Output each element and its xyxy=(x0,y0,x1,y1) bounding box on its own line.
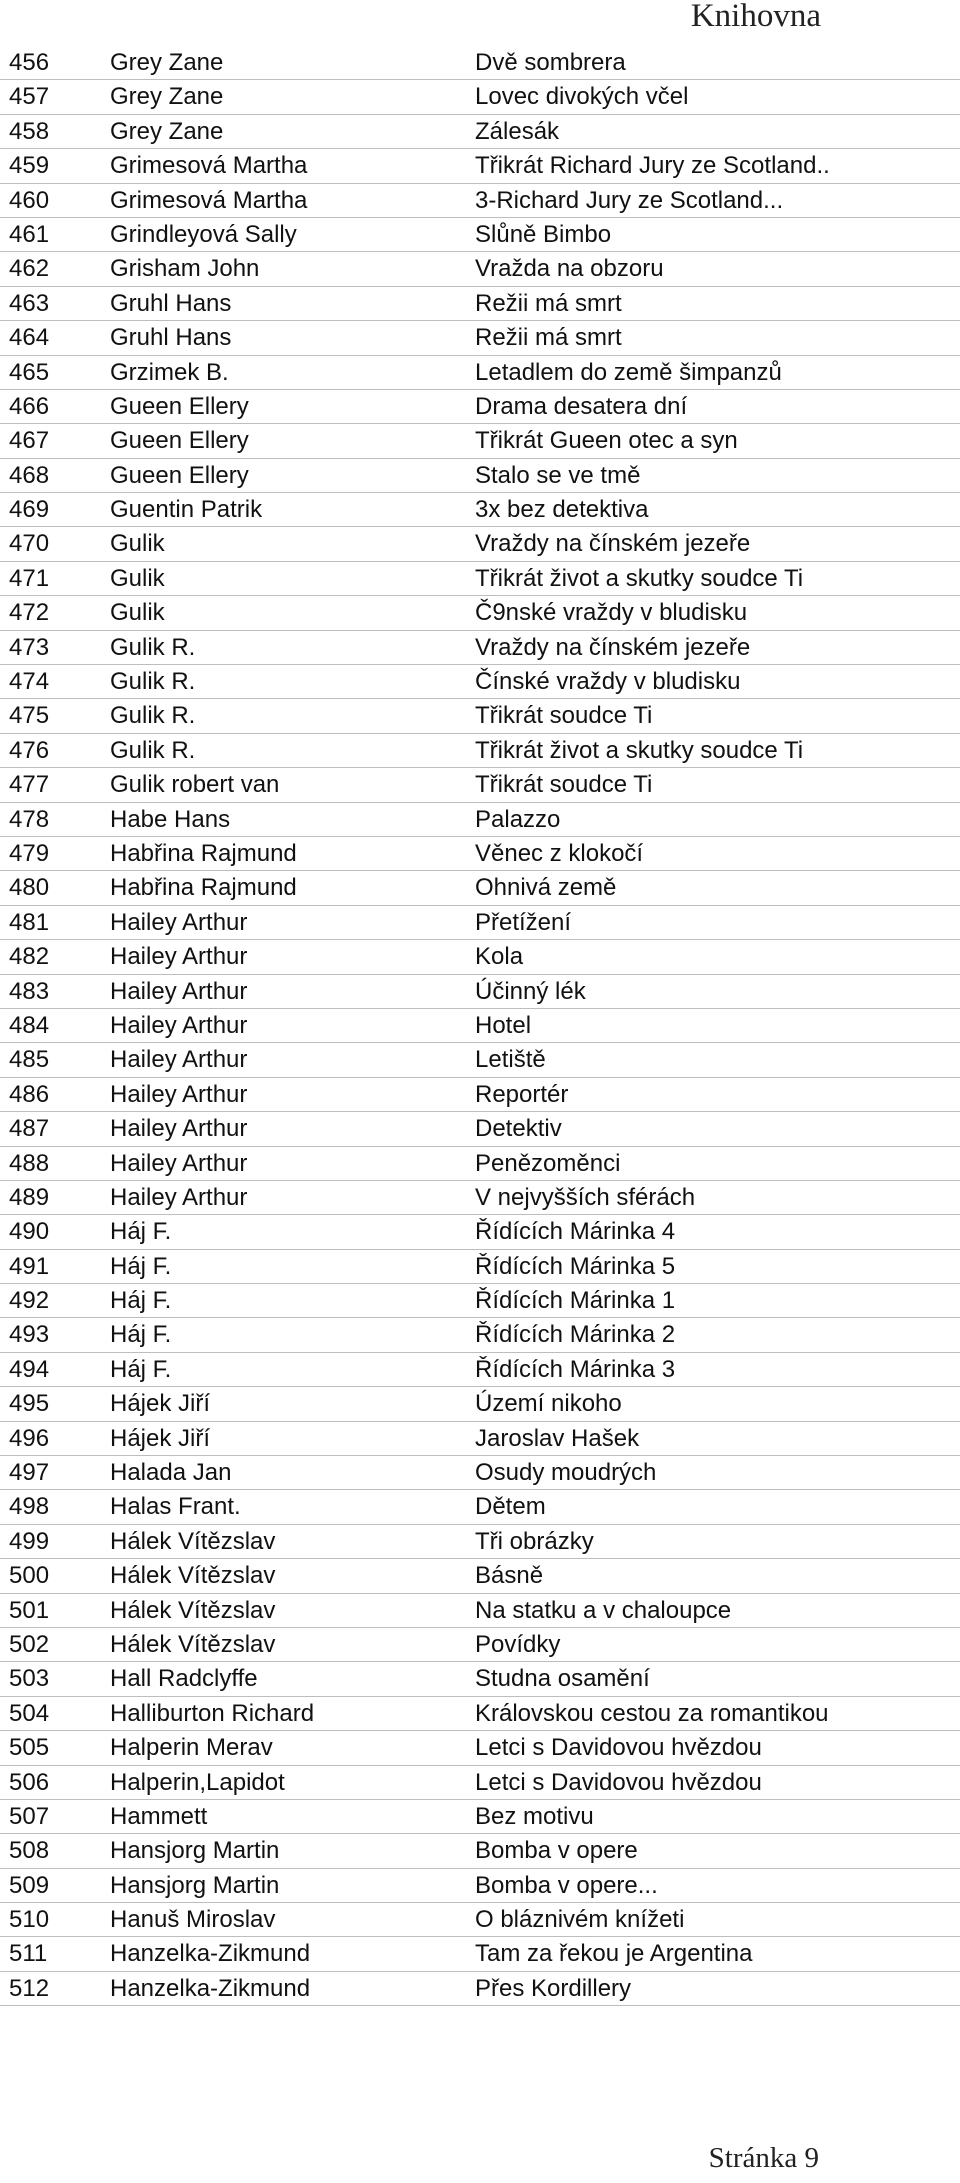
entry-number: 494 xyxy=(9,1355,50,1383)
table-row xyxy=(0,218,960,252)
book-title: Slůně Bimbo xyxy=(475,220,612,248)
table-row xyxy=(0,562,960,596)
table-row xyxy=(0,1387,960,1421)
author-name: Gulik xyxy=(110,530,165,558)
entry-number: 456 xyxy=(9,49,50,76)
book-title: Třikrát život a skutky soudce Ti xyxy=(475,564,804,592)
author-name: Hailey Arthur xyxy=(110,1046,248,1074)
entry-number: 493 xyxy=(9,1321,50,1349)
table-row xyxy=(0,1903,960,1937)
entry-number: 506 xyxy=(9,1768,50,1796)
table-row xyxy=(0,1009,960,1043)
book-title: Dvě sombrera xyxy=(475,49,626,76)
author-name: Habřina Rajmund xyxy=(110,839,297,867)
entry-number: 461 xyxy=(9,220,50,248)
table-row xyxy=(0,596,960,630)
table-row xyxy=(0,1559,960,1593)
book-title: 3-Richard Jury ze Scotland... xyxy=(475,186,784,214)
table-row xyxy=(0,631,960,665)
page-header-title: Knihovna xyxy=(690,0,821,34)
entry-number: 490 xyxy=(9,1218,50,1246)
table-row xyxy=(0,1594,960,1628)
entry-number: 462 xyxy=(9,255,50,283)
table-row xyxy=(0,699,960,733)
entry-number: 467 xyxy=(9,427,50,455)
author-name: Hailey Arthur xyxy=(110,908,248,936)
book-title: Penězoměnci xyxy=(475,1149,621,1177)
author-name: Hailey Arthur xyxy=(110,1080,248,1108)
author-name: Gulik R. xyxy=(110,633,196,661)
author-name: Hanzelka-Zikmund xyxy=(110,1974,311,2002)
book-title: Tři obrázky xyxy=(475,1527,594,1555)
table-row xyxy=(0,1525,960,1559)
book-title: Básně xyxy=(475,1562,544,1590)
table-row xyxy=(0,390,960,424)
author-name: Hailey Arthur xyxy=(110,1115,248,1143)
book-title: Řídících Márinka 3 xyxy=(475,1355,676,1383)
entry-number: 495 xyxy=(9,1390,50,1418)
author-name: Grimesová Martha xyxy=(110,186,308,214)
table-row xyxy=(0,837,960,871)
entry-number: 480 xyxy=(9,874,50,902)
entry-number: 463 xyxy=(9,289,50,317)
entry-number: 475 xyxy=(9,702,50,730)
book-title: Účinný lék xyxy=(475,977,586,1005)
author-name: Halperin,Lapidot xyxy=(110,1768,285,1796)
author-name: Hálek Vítězslav xyxy=(110,1562,276,1590)
table-row xyxy=(0,940,960,974)
book-title: Vraždy na čínském jezeře xyxy=(475,633,751,661)
author-name: Hailey Arthur xyxy=(110,977,248,1005)
author-name: Halas Frant. xyxy=(110,1493,241,1521)
book-title: Řídících Márinka 4 xyxy=(475,1218,676,1246)
author-name: Gulik xyxy=(110,599,165,627)
book-title: Ohnivá země xyxy=(475,874,617,902)
book-title: Třikrát soudce Ti xyxy=(475,702,653,730)
table-row xyxy=(0,1490,960,1524)
entry-number: 481 xyxy=(9,908,50,936)
book-title: Jaroslav Hašek xyxy=(475,1424,640,1452)
entry-number: 459 xyxy=(9,152,50,180)
table-row xyxy=(0,1697,960,1731)
entry-number: 503 xyxy=(9,1665,50,1693)
book-title: Č9nské vraždy v bludisku xyxy=(475,599,748,627)
entry-number: 487 xyxy=(9,1115,50,1143)
book-title: Povídky xyxy=(475,1630,561,1658)
table-row xyxy=(0,734,960,768)
table-row xyxy=(0,527,960,561)
book-title: Palazzo xyxy=(475,805,561,833)
author-name: Háj F. xyxy=(110,1252,172,1280)
table-row xyxy=(0,1353,960,1387)
author-name: Habřina Rajmund xyxy=(110,874,297,902)
author-name: Gruhl Hans xyxy=(110,289,232,317)
entry-number: 474 xyxy=(9,668,50,696)
book-title: Hotel xyxy=(475,1011,532,1039)
author-name: Hájek Jiří xyxy=(110,1390,211,1418)
author-name: Hailey Arthur xyxy=(110,1183,248,1211)
entry-number: 496 xyxy=(9,1424,50,1452)
author-name: Hanuš Miroslav xyxy=(110,1906,276,1934)
book-title: Studna osamění xyxy=(475,1665,650,1693)
author-name: Grimesová Martha xyxy=(110,152,308,180)
table-row xyxy=(0,1937,960,1971)
entry-number: 464 xyxy=(9,324,50,352)
entry-number: 492 xyxy=(9,1287,50,1315)
entry-number: 509 xyxy=(9,1871,50,1899)
book-title: Na statku a v chaloupce xyxy=(475,1596,732,1624)
book-title: V nejvyšších sférách xyxy=(475,1183,696,1211)
entry-number: 512 xyxy=(9,1974,50,2002)
table-row xyxy=(0,1972,960,2006)
table-row xyxy=(0,1800,960,1834)
table-row xyxy=(0,184,960,218)
author-name: Halperin Merav xyxy=(110,1734,273,1762)
book-title: Třikrát život a skutky soudce Ti xyxy=(475,736,804,764)
table-row xyxy=(0,1215,960,1249)
author-name: Hailey Arthur xyxy=(110,1149,248,1177)
author-name: Gulik xyxy=(110,564,165,592)
table-row xyxy=(0,665,960,699)
author-name: Hammett xyxy=(110,1802,208,1830)
author-name: Grindleyová Sally xyxy=(110,220,297,248)
table-row xyxy=(0,1147,960,1181)
table-row xyxy=(0,46,960,80)
table-row xyxy=(0,975,960,1009)
author-name: Halliburton Richard xyxy=(110,1699,315,1727)
book-title: Lovec divokých včel xyxy=(475,83,689,111)
entry-number: 491 xyxy=(9,1252,50,1280)
entry-number: 485 xyxy=(9,1046,50,1074)
entry-number: 468 xyxy=(9,461,50,489)
table-row xyxy=(0,252,960,286)
entry-number: 471 xyxy=(9,564,50,592)
entry-number: 498 xyxy=(9,1493,50,1521)
book-title: Osudy moudrých xyxy=(475,1459,657,1487)
author-name: Gueen Ellery xyxy=(110,427,249,455)
book-title: Bomba v opere xyxy=(475,1837,638,1865)
author-name: Grzimek B. xyxy=(110,358,229,386)
author-name: Gueen Ellery xyxy=(110,461,249,489)
entry-number: 511 xyxy=(9,1940,48,1968)
book-title: Území nikoho xyxy=(475,1390,622,1418)
author-name: Hálek Vítězslav xyxy=(110,1527,276,1555)
author-name: Grey Zane xyxy=(110,117,224,145)
entry-number: 497 xyxy=(9,1459,50,1487)
entry-number: 479 xyxy=(9,839,50,867)
book-title: Dětem xyxy=(475,1493,546,1521)
author-name: Hálek Vítězslav xyxy=(110,1596,276,1624)
table-row xyxy=(0,1318,960,1352)
entry-number: 465 xyxy=(9,358,50,386)
book-title: Řídících Márinka 5 xyxy=(475,1252,676,1280)
table-row xyxy=(0,115,960,149)
author-name: Gruhl Hans xyxy=(110,324,232,352)
entry-number: 504 xyxy=(9,1699,50,1727)
table-row xyxy=(0,1422,960,1456)
book-title: Třikrát soudce Ti xyxy=(475,771,653,799)
author-name: Hailey Arthur xyxy=(110,943,248,971)
table-row xyxy=(0,1628,960,1662)
author-name: Háj F. xyxy=(110,1287,172,1315)
entry-number: 510 xyxy=(9,1906,50,1934)
table-row xyxy=(0,321,960,355)
book-title: Letci s Davidovou hvězdou xyxy=(475,1734,762,1762)
book-title: Stalo se ve tmě xyxy=(475,461,641,489)
book-title: Tam za řekou je Argentina xyxy=(475,1940,753,1968)
book-title: Kola xyxy=(475,943,524,971)
book-title: Věnec z klokočí xyxy=(475,839,644,867)
author-name: Gulik R. xyxy=(110,702,196,730)
entry-number: 501 xyxy=(9,1596,50,1624)
book-title: Vraždy na čínském jezeře xyxy=(475,530,751,558)
entry-number: 507 xyxy=(9,1802,50,1830)
entry-number: 476 xyxy=(9,736,50,764)
author-name: Hálek Vítězslav xyxy=(110,1630,276,1658)
book-title: Čínské vraždy v bludisku xyxy=(475,668,741,696)
table-row xyxy=(0,1181,960,1215)
author-name: Hansjorg Martin xyxy=(110,1871,280,1899)
author-name: Hájek Jiří xyxy=(110,1424,211,1452)
entry-number: 472 xyxy=(9,599,50,627)
entry-number: 489 xyxy=(9,1183,50,1211)
book-title: Řídících Márinka 2 xyxy=(475,1321,676,1349)
book-title: O bláznivém knížeti xyxy=(475,1906,685,1934)
entry-number: 488 xyxy=(9,1149,50,1177)
entry-number: 473 xyxy=(9,633,50,661)
entry-number: 469 xyxy=(9,496,50,524)
author-name: Guentin Patrik xyxy=(110,496,263,524)
entry-number: 466 xyxy=(9,392,50,420)
book-title: Režii má smrt xyxy=(475,324,622,352)
book-title: 3x bez detektiva xyxy=(475,496,649,524)
author-name: Habe Hans xyxy=(110,805,231,833)
entry-number: 458 xyxy=(9,117,50,145)
table-row xyxy=(0,493,960,527)
book-title: Vražda na obzoru xyxy=(475,255,664,283)
entry-number: 483 xyxy=(9,977,50,1005)
entry-number: 500 xyxy=(9,1562,50,1590)
book-title: Detektiv xyxy=(475,1115,562,1143)
table-row xyxy=(0,287,960,321)
author-name: Háj F. xyxy=(110,1355,172,1383)
entry-number: 508 xyxy=(9,1837,50,1865)
table-row xyxy=(0,871,960,905)
book-table xyxy=(0,46,960,2006)
book-title: Bomba v opere... xyxy=(475,1871,658,1899)
table-row xyxy=(0,1078,960,1112)
entry-number: 499 xyxy=(9,1527,50,1555)
book-title: Letci s Davidovou hvězdou xyxy=(475,1768,762,1796)
entry-number: 460 xyxy=(9,186,50,214)
book-title: Režii má smrt xyxy=(475,289,622,317)
table-row xyxy=(0,768,960,802)
entry-number: 502 xyxy=(9,1630,50,1658)
author-name: Halada Jan xyxy=(110,1459,232,1487)
table-row xyxy=(0,803,960,837)
entry-number: 482 xyxy=(9,943,50,971)
book-title: Letiště xyxy=(475,1046,546,1074)
entry-number: 505 xyxy=(9,1734,50,1762)
table-row xyxy=(0,1834,960,1868)
table-row xyxy=(0,1043,960,1077)
book-title: Přetížení xyxy=(475,908,572,936)
table-row xyxy=(0,1112,960,1146)
table-row xyxy=(0,1456,960,1490)
author-name: Hanzelka-Zikmund xyxy=(110,1940,311,1968)
table-row xyxy=(0,1662,960,1696)
book-title: Zálesák xyxy=(475,117,560,145)
table-row xyxy=(0,356,960,390)
book-title: Královskou cestou za romantikou xyxy=(475,1699,829,1727)
author-name: Háj F. xyxy=(110,1218,172,1246)
author-name: Hansjorg Martin xyxy=(110,1837,280,1865)
author-name: Hall Radclyffe xyxy=(110,1665,258,1693)
author-name: Gulik R. xyxy=(110,668,196,696)
book-title: Letadlem do země šimpanzů xyxy=(475,358,782,386)
author-name: Gulik robert van xyxy=(110,771,280,799)
table-row xyxy=(0,1731,960,1765)
table-row xyxy=(0,80,960,114)
table-row xyxy=(0,1284,960,1318)
entry-number: 457 xyxy=(9,83,50,111)
entry-number: 478 xyxy=(9,805,50,833)
entry-number: 486 xyxy=(9,1080,50,1108)
book-title: Drama desatera dní xyxy=(475,392,688,420)
table-row xyxy=(0,1250,960,1284)
table-row xyxy=(0,906,960,940)
book-title: Třikrát Richard Jury ze Scotland.. xyxy=(475,152,830,180)
table-row xyxy=(0,424,960,458)
book-title: Bez motivu xyxy=(475,1802,594,1830)
book-title: Reportér xyxy=(475,1080,569,1108)
author-name: Gueen Ellery xyxy=(110,392,249,420)
entry-number: 470 xyxy=(9,530,50,558)
author-name: Hailey Arthur xyxy=(110,1011,248,1039)
entry-number: 484 xyxy=(9,1011,50,1039)
book-title: Třikrát Gueen otec a syn xyxy=(475,427,738,455)
page-number: Stránka 9 xyxy=(708,2142,819,2174)
author-name: Grey Zane xyxy=(110,83,224,111)
entry-number: 477 xyxy=(9,771,50,799)
table-row xyxy=(0,1766,960,1800)
table-row xyxy=(0,149,960,183)
author-name: Grey Zane xyxy=(110,49,224,76)
author-name: Háj F. xyxy=(110,1321,172,1349)
book-title: Řídících Márinka 1 xyxy=(475,1287,676,1315)
table-row xyxy=(0,1869,960,1903)
author-name: Gulik R. xyxy=(110,736,196,764)
book-title: Přes Kordillery xyxy=(475,1974,632,2002)
table-row xyxy=(0,459,960,493)
author-name: Grisham John xyxy=(110,255,260,283)
